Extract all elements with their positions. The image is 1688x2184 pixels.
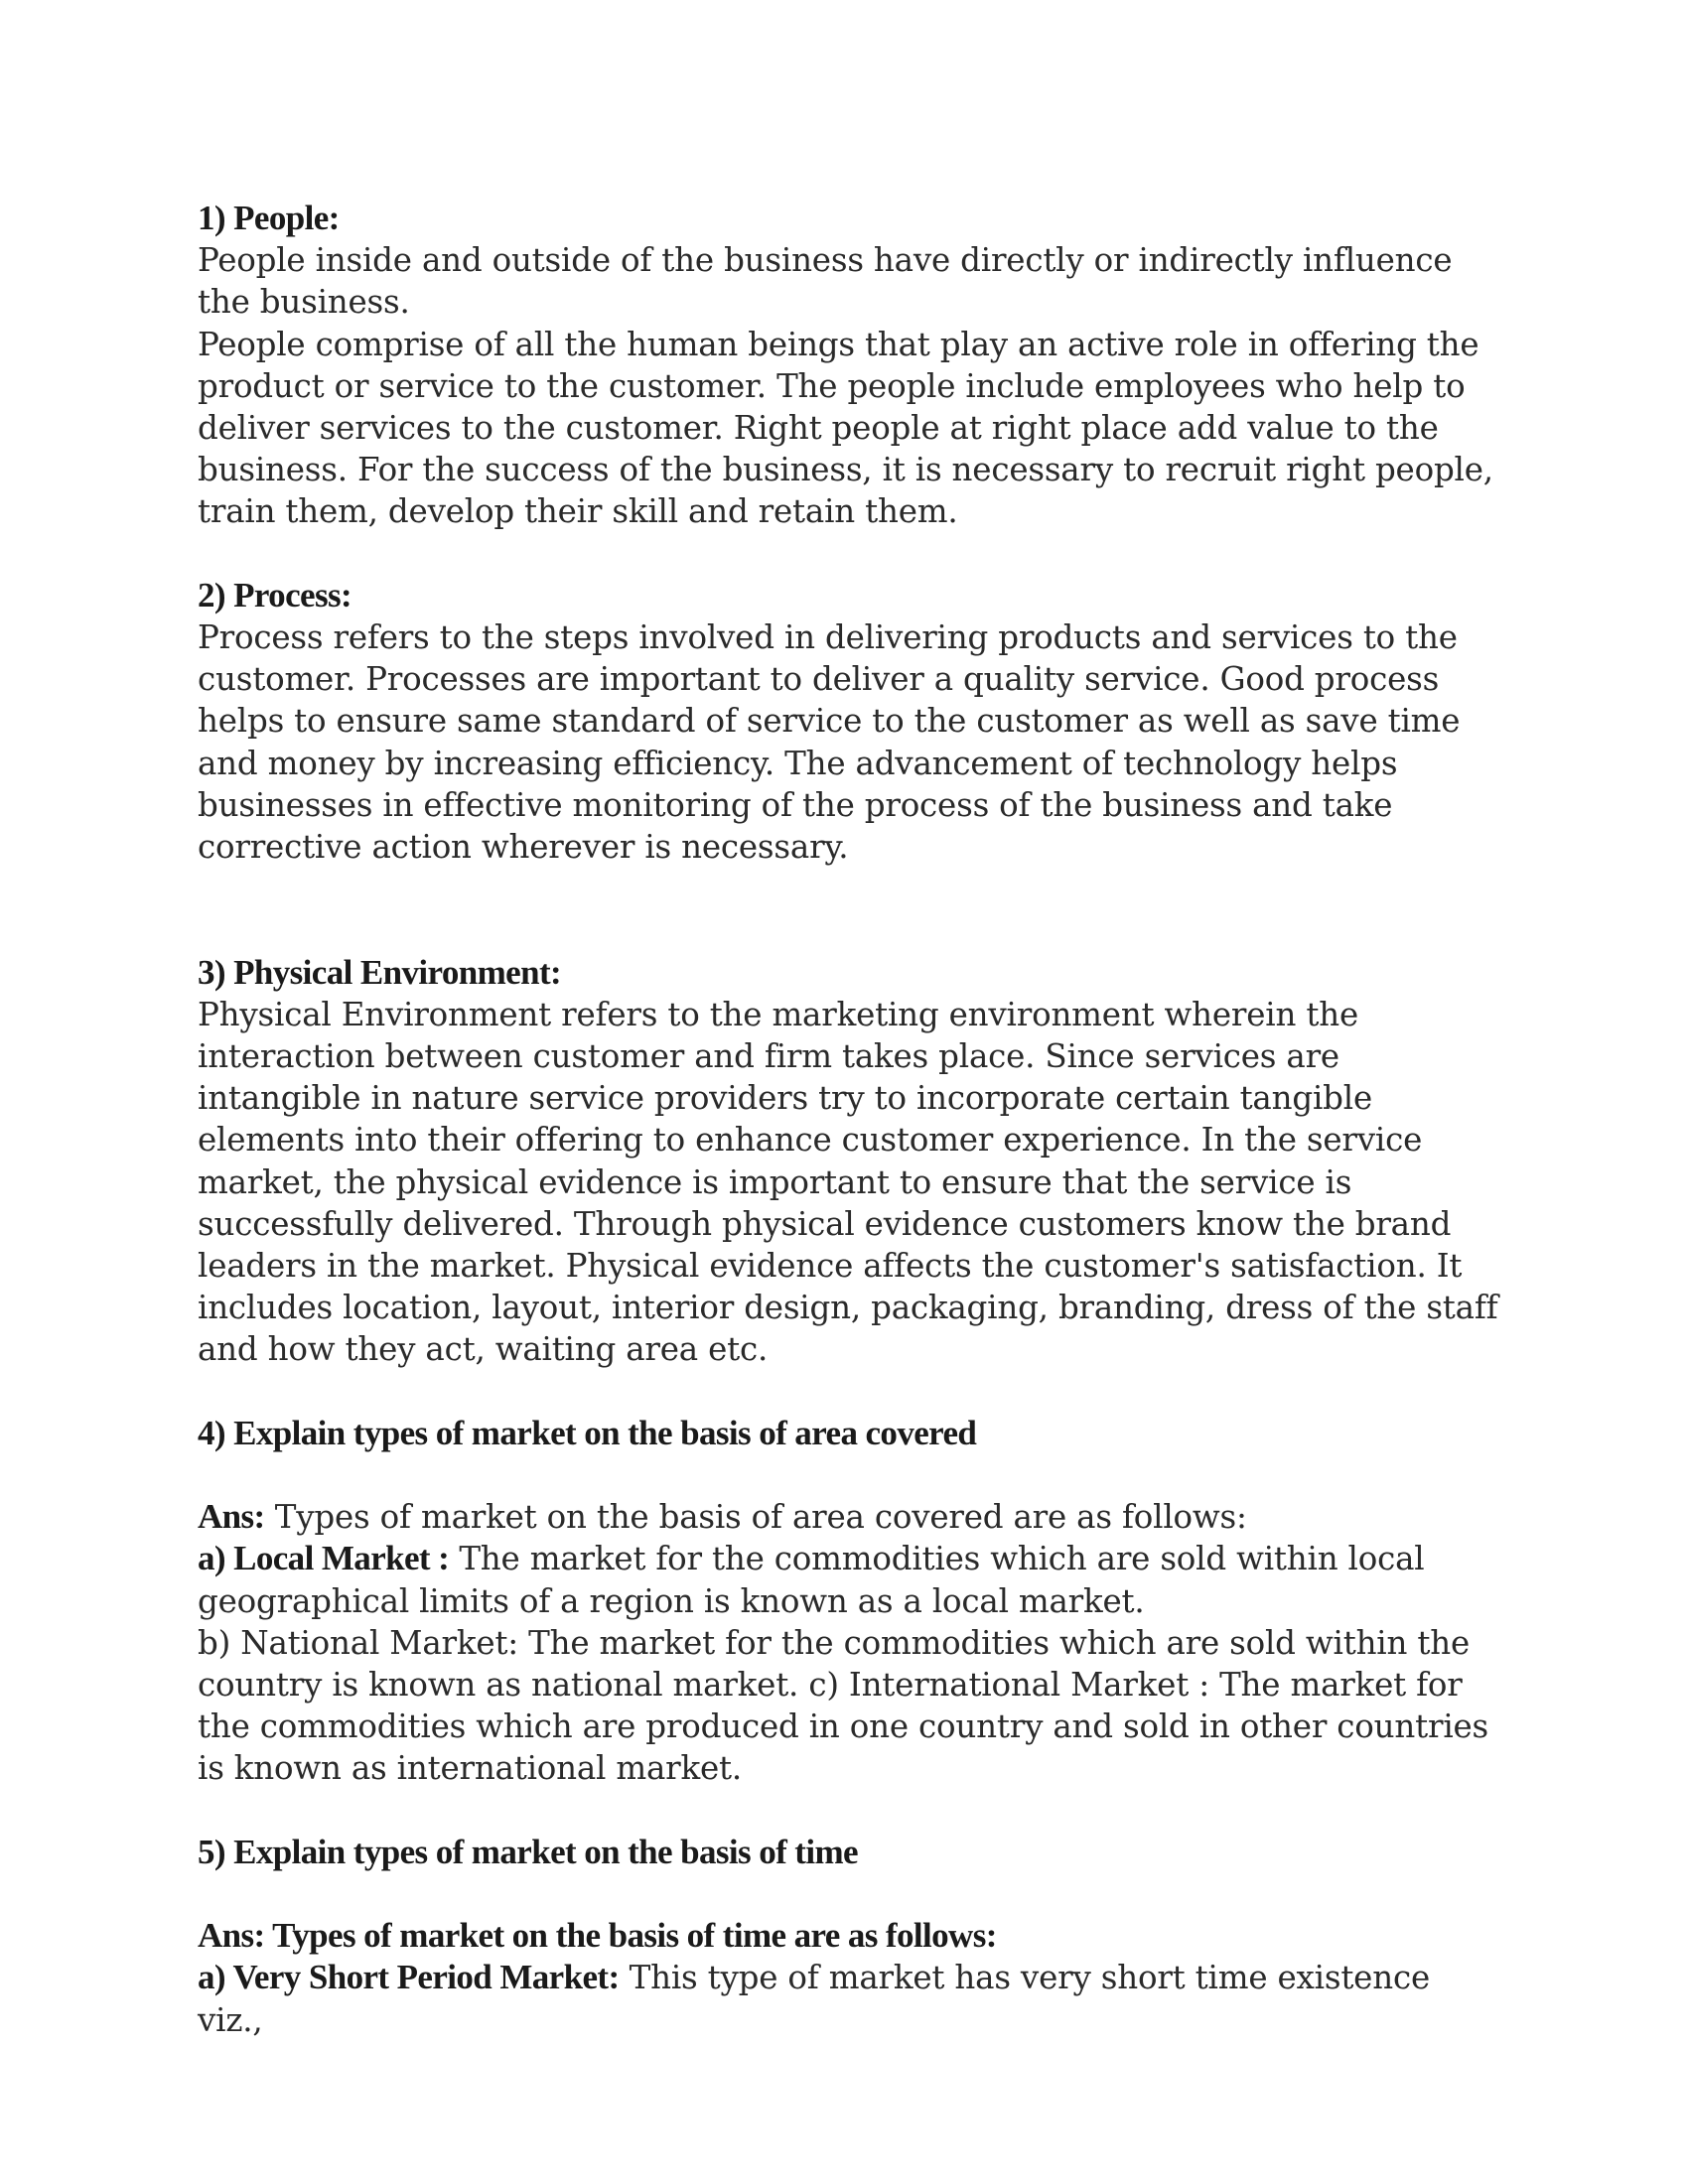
very-short-period-label: a) Very Short Period Market: [198, 1958, 620, 1997]
national-international-paragraph: b) National Market: The market for the commodities which are sold within the country is known as national market. c) International Market : The market for the commodities which are produced in one country and sold in other countries is known as international market. [198, 1623, 1489, 1788]
ans-label: Ans: [198, 1497, 265, 1537]
document-content [198, 198, 1498, 2041]
heading-area-covered: 4) Explain types of market on the basis of area covered [198, 1413, 977, 1452]
very-short-period-text: This type of market has very short time existence viz., [198, 1959, 1430, 2039]
time-answer-heading: Ans: Types of market on the basis of time are as follows: [198, 1916, 997, 1956]
area-answer-intro [198, 1496, 1498, 1538]
spacer [198, 533, 1498, 575]
process-paragraph: Process refers to the steps involved in delivering products and services to the customer. Processes are important to deliver a quality service. Good process helps to ensure same standard of service to the customer as well as save time and money by increasing efficiency. The advancement of technology helps businesses in effective monitoring of the process of the business and take corrective action wherever is necessary. [198, 618, 1461, 867]
ans-text: Types of market on the basis of area covered are as follows: [264, 1498, 1247, 1537]
heading-people: 1) People: [198, 199, 340, 237]
spacer [198, 1873, 1498, 1915]
spacer [198, 1454, 1498, 1496]
local-market-paragraph [198, 1538, 1498, 1621]
physical-environment-paragraph: Physical Environment refers to the marketing environment wherein the interaction between customer and firm takes place. Since services are intangible in nature service providers try to incorporate certain tangible elements into their offering to enhance customer experience. In the service market, the physical evidence is important to ensure that the service is successfully delivered. Through physical evidence customers know the brand leaders in the market. Physical evidence affects the customer's satisfaction. It includes location, layout, interior design, packaging, branding, dress of the staff and how they act, waiting area etc. [198, 995, 1498, 1369]
spacer [198, 868, 1498, 951]
spacer [198, 1371, 1498, 1413]
local-market-label: a) Local Market : [198, 1539, 450, 1578]
people-paragraph-1: People inside and outside of the business have directly or indirectly influence the business. [198, 241, 1453, 322]
heading-physical-environment: 3) Physical Environment: [198, 952, 562, 992]
very-short-period-paragraph [198, 1957, 1498, 2040]
heading-process: 2) Process: [198, 575, 352, 614]
people-paragraph-2: People comprise of all the human beings that play an active role in offering the product or service to the customer. The people include employees who help to deliver services to the customer. Right people at right place add value to the business. For the success of the business, it is necessary to recruit right people, train them, develop their skill and retain them. [198, 325, 1493, 531]
local-market-text: The market for the commodities which are sold within local geographical limits of a region is known as a local market. [198, 1540, 1425, 1620]
spacer [198, 1790, 1498, 1832]
heading-time: 5) Explain types of market on the basis of time [198, 1832, 858, 1871]
